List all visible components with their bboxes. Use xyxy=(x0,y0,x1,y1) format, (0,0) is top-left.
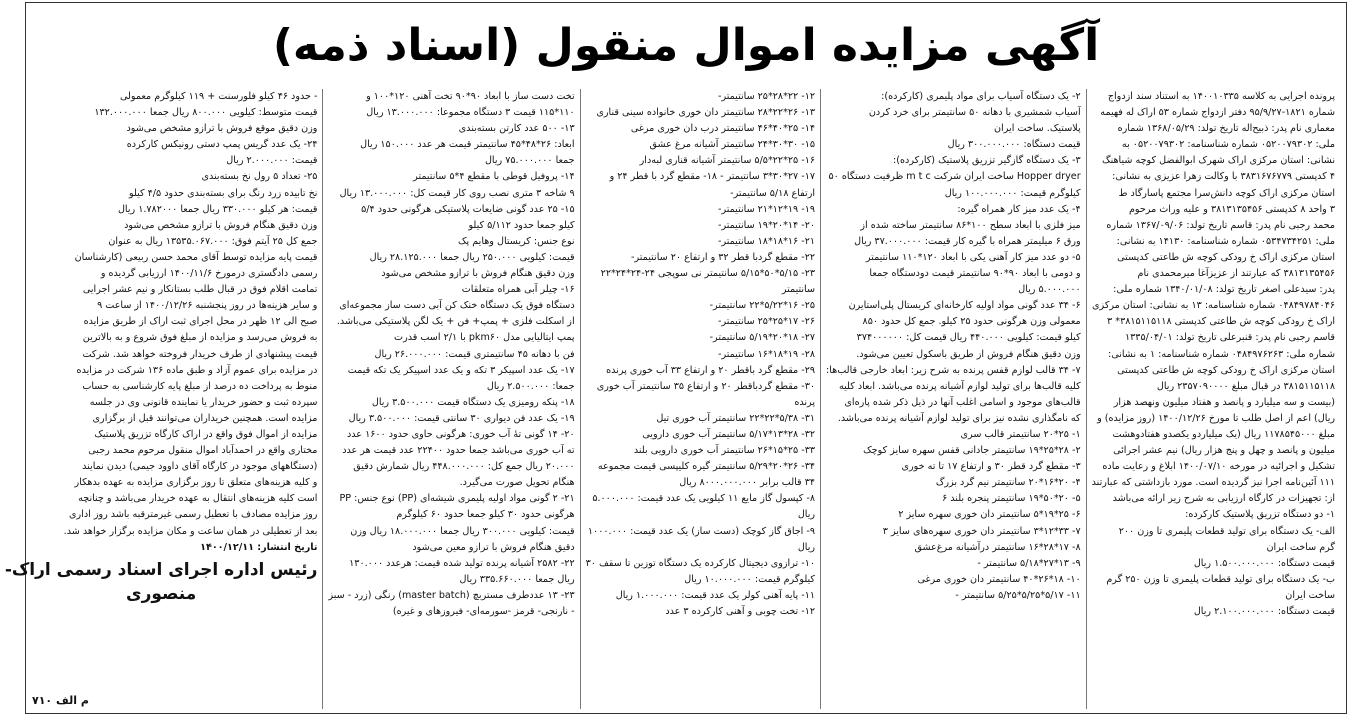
notice-line: ۱۵- ۳۰*۳۰*۲۴ سانتیمتر آشیانه مرغ عشق xyxy=(649,139,816,151)
notice-line: قیمت پایه مزایده توسط آقای محمد حسن ربیعی (کارشناسان xyxy=(74,251,318,263)
notice-line: ۱۸- پنکه رومیزی یک دستگاه قیمت ۳.۵۰۰.۰۰۰ ریال xyxy=(371,396,575,408)
notice-line: کلیه قالب‌ها برای تولید لوازم آشیانه پرنده می‌باشد. ابعاد کلیه xyxy=(839,380,1081,392)
notice-line: کیلو جمعا حدود ۵/۱۱۲ کیلو xyxy=(468,219,575,231)
column-1 xyxy=(1086,89,1340,709)
notice-line: کیلوگرم قیمت: ۱۰.۰۰۰.۰۰۰ ریال xyxy=(684,573,816,585)
notice-line: ملی: ۰۵۲۰۰۷۹۳۰۲ شماره شناسنامه: ۰۵۲۰۰۷۹۳۰۲ به xyxy=(1121,139,1335,151)
notice-line: معماری نام پدر: ذبیح‌اله تاریخ تولد: ۱۳۶۸/۰۵/۲۹ شماره xyxy=(1117,123,1335,135)
notice-line: ۳۸۱۳۱۳۵۴۵۶ که عبارتند از عزیزآغا میرمحمدی نام xyxy=(1137,268,1335,280)
notice-line: سپرده ثبت و حضور خریدار یا نماینده قانونی وی در جلسه xyxy=(89,396,318,408)
notice-line: آسیاب شمشیری با دهانه ۵۰ سانتیمتر برای خرد کردن xyxy=(868,107,1081,119)
notice-line: ۱- دو دستگاه تزریق پلاستیک کارکرده: xyxy=(1185,509,1335,521)
notice-line: Hopper dryer ساخت ایران شرکت m t c ظرفیت دستگاه ۵۰ xyxy=(828,171,1081,183)
notice-line: - نارنجی- قرمز -سورمه‌ای- فیروزهای و غیره) xyxy=(392,606,575,617)
notice-line: کیلوگرم قیمت: ۱۰۰.۰۰۰.۰۰۰ ریال xyxy=(944,187,1081,199)
notice-line: ۳۴- ۲۶*۲۰*۵/۲۹ سانتیمتر گیره کلیپسی قیمت مجموعه xyxy=(597,461,816,473)
notice-line: فن با دهانه ۴۵ سانتیمتری قیمت: ۲۶.۰۰۰.۰۰۰ ریال xyxy=(374,348,575,360)
notice-line: به فروش می‌رسد و مزایده از مبلغ فوق شروع و به بالاترین xyxy=(82,332,318,344)
notice-line: قیمت: کیلویی ۲۵۰.۰۰۰ ریال جمعا ۲۸.۱۲۵.۰۰۰ ریال xyxy=(369,251,575,263)
notice-line: دقیق هنگام فروش با ترازو معین می‌شود xyxy=(412,541,575,553)
notice-line: (بیست و سه میلیارد و پانصد و هفتاد میلیون ونهصد هزار xyxy=(1113,396,1335,408)
notice-line: ۰۴۸۴۹۷۸۴۰۴۶ شماره شناسنامه: ۱۳ به نشانی: استان مرکزی xyxy=(1092,300,1335,312)
notice-line: و کلیه هزینه‌های متعلق تا روز برگزاری مزایده به عهده بدهکار xyxy=(74,477,318,489)
notice-line: ۲۸- ۱۹*۱۸*۱۶ سانتیمتر- xyxy=(717,348,816,360)
notice-line: تخت دست ساز با ابعاد ۹۰*۹۰ تخت آهنی ۱۲۰*۱۰۰ و xyxy=(366,91,575,102)
notice-line: ۲۱- ۲ گونی مواد اولیه پلیمری شیشه‌ای (PP) نوع جنس: PP xyxy=(339,493,575,505)
notice-line: صبح الی ۱۲ ظهر در محل اجرای ثبت اراک از طریق مزایده xyxy=(83,316,318,328)
notice-line: پمپ ایتالیایی مدل pkm۶۰ با ۲/۱ اسب قدرت xyxy=(394,332,575,344)
notice-body xyxy=(4,89,1340,709)
notice-line: ۲۰- ۱۴ گونی تهٔ آب خوری: هرگونی حاوی حدود ۱۶۰۰ عدد xyxy=(346,428,575,440)
notice-line: ۴- یک عدد میز کار همراه گیره: xyxy=(957,203,1081,215)
notice-line: تاریخ انتشار: ۱۴۰۰/۱۲/۱۱ xyxy=(200,541,318,553)
notice-line: ۱۴- ۲۵*۴۰*۴۶ سانتیمتر درب دان خوری مرغی xyxy=(630,123,816,135)
notice-line: ۱۱۱ آئین‌نامه اجرا نیز گردیده است. مورد بازداشتی که عبارتند xyxy=(1091,477,1335,489)
notice-line: ۱۲- ۲۲*۲۸*۲۵ سانتیمتر- xyxy=(717,91,816,102)
notice-code: م الف ۷۱۰ xyxy=(32,694,89,707)
notice-line: ۳۸۱۵۱۱۵۱۱۸ در قبال مبلغ ۲۳۵۷۰۹۰۰۰۰ ریال xyxy=(1156,380,1335,392)
notice-title: آگهی مزایده اموال منقول (اسناد ذمه) xyxy=(272,19,1100,71)
column-3 xyxy=(580,89,820,709)
column-5 xyxy=(0,89,322,709)
notice-line: ۳ واحد ۸ کدپستی ۳۸۱۳۱۳۵۴۵۶ و علیه وراث مرحوم xyxy=(1128,203,1335,215)
signature-title: رئیس اداره اجرای اسناد رسمی اراک- xyxy=(4,559,318,580)
notice-line: ۱۶- چیلر آبی همراه متعلقات xyxy=(461,284,575,296)
notice-line: وزن دقیق هنگام فروش با ترازو مشخص می‌شود xyxy=(124,219,318,231)
notice-line: روز مزایده مصادف با تعطیل رسمی غیرمترقبه باشد روز اداری xyxy=(69,509,318,521)
notice-line: ۶- ۲۵*۱۹*۵ سانتیمتر دان خوری سهره سایز ۲ xyxy=(898,509,1081,521)
notice-line: شماره ملی: ۰۴۸۴۹۷۶۲۶۳ شماره شناسنامه: ۱ به نشانی: xyxy=(1107,348,1335,360)
notice-line: قیمت متوسط: کیلویی ۸۰۰.۰۰۰ ریال جمعا ۱۳۲.۰۰۰.۰۰۰ xyxy=(94,107,318,119)
notice-line: ۸- ۱۷*۲۸*۱۶ سانتیمتر درآشیانه مرغ‌عشق xyxy=(914,541,1081,553)
notice-line: نخ تابیده زرد رنگ برای بسته‌بندی حدود ۴/۵ کیلو xyxy=(128,187,318,199)
notice-line: (دستگاههای موجود در کارگاه آقای داوود جیمی) دیدن نمایند xyxy=(82,461,318,473)
notice-line: ۱۹- یک عدد فن دیواری ۳۰ سانتی قیمت: ۳.۵۰۰.۰۰۰ ریال xyxy=(348,412,575,424)
notice-line: ۵.۰۰۰.۰۰۰ ریال xyxy=(1018,284,1081,296)
notice-line: پلاستیک. ساخت ایران xyxy=(994,123,1081,135)
notice-line: مبلغ ۱۱۷۸۵۴۵۰۰۰ ریال (یک میلیاردو یکصدو هفتادوهشت xyxy=(1112,428,1335,440)
notice-line: ۱۵- ۲۵ عدد گونی ضایعات پلاستیکی هرگونی حدود ۵/۴ xyxy=(361,203,575,215)
notice-line: استان مرکزی اراک خ رودکی کوچه ش طاعتی کدپستی xyxy=(1117,251,1335,263)
notice-line: نشانی: استان مرکزی اراک شهرک ابوالفضل کوچه شیاهنگ xyxy=(1102,155,1335,167)
notice-line: ب- یک دستگاه برای تولید قطعات پلیمری تا وزن ۲۵۰ گرم xyxy=(1106,573,1335,585)
notice-line: کیلو قیمت: کیلویی ۴۴۰.۰۰۰ ریال قیمت کل: ۳۷۴۰۰۰۰۰۰ xyxy=(856,332,1081,344)
notice-line: ۳۳- ۲۵*۱۵*۲۶ سانتیمتر آب خوری دارویی بلند xyxy=(633,445,816,457)
column-2 xyxy=(820,89,1086,709)
notice-line: هنگام تحویل صورت می‌گیرد. xyxy=(459,477,575,489)
notice-line: ۱۶- ۲۵*۲۲*۵/۵ سانتیمتر آشیانه قناری لبه‌دار xyxy=(639,155,816,167)
notice-line: ۲۳- ۵/۱۵*۵۰*۵/۱۵ سانتیمتر نی سوپجی ۲۴-۲۴*۲۴*۲۲ xyxy=(600,268,816,280)
notice-line: ۲۵- تعداد ۵ رول نخ بسته‌بندی xyxy=(201,171,318,183)
notice-line: ۱- ۲۵*۲۰ سانتیمتر قالب سری xyxy=(960,428,1081,440)
notice-line: جمع کل ۲۵ آیتم فوق: ۱۳۵۳۵.۰۶۷.۰۰۰ ریال به عنوان xyxy=(108,235,318,247)
notice-line: ۱۷- یک عدد اسپیکر ۳ تکه و یک عدد اسپیکر یک تکه قیمت xyxy=(347,364,575,376)
notice-line: ۲۵- ۱۶*۵/۲۲*۲۲ سانتیمتر- xyxy=(709,300,816,312)
notice-line: هرگونی حدود ۳۰ کیلو جمعا حدود ۶۰ کیلوگرم xyxy=(396,509,575,521)
notice-line: ۲- یک دستگاه آسیاب برای مواد پلیمری (کارکرده): xyxy=(881,91,1081,102)
column-4 xyxy=(322,89,579,709)
notice-line: ۲۱- ۱۶*۱۸*۱۸ سانتیمتر- xyxy=(717,235,816,247)
signature-name: منصوری xyxy=(126,583,197,604)
notice-line: پرنده xyxy=(794,396,816,408)
notice-line: ۵- ۲۰*۵۰*۱۹ سانتیمتر پنجره بلند ۶ xyxy=(942,493,1081,505)
notice-line: محمد رجبی نام پدر: قاسم تاریخ تولد: ۱۳۶۷/۰۹/۰۶ شماره xyxy=(1106,219,1335,231)
notice-line: ۷- ۳۳*۱۲*۳ سانتیمتر دان خوری سهره‌های سایز ۳ xyxy=(882,525,1081,537)
notice-line: اراک خ رودکی کوچه ش طاعتی کدپستی ۳۸۱۵۱۱۵۱۱۸* ۳ xyxy=(1107,316,1335,328)
notice-line: ۲۹- مقطع گرد باقطر ۲۰ و ارتفاع ۳۳ آب خوری پرنده xyxy=(606,364,816,376)
notice-line: ۱۲- تخت چوبی و آهنی کارکرده ۳ عدد xyxy=(665,606,816,617)
notice-line: و دومی با ابعاد ۹۰*۹۰ سانتیمتر قیمت دودستگاه جمعا xyxy=(869,268,1081,280)
notice-line: پرونده اجرایی به کلاسه ۱۴۰۰۱۰۳۳۵ به استناد سند ازدواج xyxy=(1107,91,1335,102)
notice-line: و سایر هزینه‌ها در روز پنجشنبه ۱۴۰۰/۱۲/۲۶ از ساعت ۹ xyxy=(97,300,318,312)
notice-line: قیمت: هر کیلو ۳۳۰.۰۰۰ ریال جمعا ۱.۷۸۲۰۰۰ ریال xyxy=(117,203,318,215)
notice-line: است کلیه هزینه‌های انتقال به عهده خریدار می‌باشد و چنانچه xyxy=(78,493,318,505)
notice-line: مزایده از اموال فوق واقع در اراک کارگاه تزریق پلاستیک xyxy=(94,428,318,440)
notice-line: ۱۷- ۲۷*۳۰*۳ سانتیمتر - ۱۸- مقطع گرد با قطر ۲۴ و xyxy=(609,171,816,183)
notice-line: سانتیمتر xyxy=(781,284,816,296)
notice-line: ۲۶- ۱۷*۲۵*۲۵ سانتیمتر- xyxy=(717,316,816,328)
notice-line: ۱۱- ۵/۱۷*۵/۲۵*۵/۲۵ سانتیمتر - xyxy=(955,589,1081,601)
notice-line: استان مرکزی اراک کوچه دانش‌سرا مجتمع پاسارگاد ط xyxy=(1118,187,1335,199)
notice-line: ۱۹- ۱۹*۱۲*۲۱ سانتیمتر- xyxy=(717,203,816,215)
notice-line: وزن دقیق هنگام فروش از طریق باسکول تعیین می‌شود. xyxy=(856,348,1081,360)
notice-line: تمامت اقلام فوق در قبال طلب بستانکار و نیم عشر اجرایی xyxy=(82,284,318,296)
notice-line: میز فلزی با ابعاد سطح ۱۰۰*۸۶ سانتیمتر ساخته شده از xyxy=(860,219,1081,231)
notice-line: ابعاد: ۲۶*۴۸*۴۵ سانتیمتر قیمت هر عدد ۱۵۰.۰۰۰ ریال xyxy=(360,139,575,151)
notice-line: قیمت: کیلویی ۳۰۰.۰۰۰ ریال جمعا ۱۸.۰۰۰.۰۰۰ ریال وزن xyxy=(350,525,575,537)
notice-line: ۲۰.۰۰۰ ریال جمع کل: ۴۴۸.۰۰۰.۰۰۰ ریال شمارش دقیق xyxy=(353,461,575,473)
notice-line: قیمت دستگاه: ۲.۱۰۰.۰۰۰.۰۰۰ ریال xyxy=(1193,606,1335,617)
notice-line: قیمت دستگاه: ۱.۵۰۰.۰۰۰.۰۰۰ ریال xyxy=(1193,557,1335,569)
notice-line: ۳۱- ۵/۳۸*۲۲*۲۲ سانتیمتر آب خوری تیل xyxy=(656,412,816,424)
notice-line: ته آب خوری می‌باشد جمعا حدود ۲۲۴۰۰ عدد قیمت هر عدد xyxy=(342,445,575,457)
notice-line: قالب‌های موجود و اسامی اغلب آنها در ذیل ذکر شده پاره‌ای xyxy=(844,396,1081,408)
notice-line: ۱۱۰*۱۱۵ قیمت ۳ دستگاه مجموعا: ۱۳.۰۰۰.۰۰۰ ریال xyxy=(366,107,575,119)
notice-line: ۱۰- ۱۸*۲۶*۴۰ سانتیمتر دان خوری مرغی xyxy=(917,573,1081,585)
notice-line: ۳۰- مقطع گردباقطر ۲۰ و ارتفاع ۳۵ سانتیمتر آب خوری xyxy=(596,380,816,392)
notice-line: ۲۰- ۱۴*۲۰*۱۹ سانتیمتر- xyxy=(717,219,816,231)
notice-line: ۳۲- ۲۸*۱۳*۵/۱۷ سانتیمتر آب خوری دارویی xyxy=(642,428,816,440)
notice-line: قاسم رجبی نام پدر: قنبرعلی تاریخ تولد: ۱۳۳۵/۰۴/۰۱ xyxy=(1124,332,1335,344)
notice-line: ملی: ۰۵۳۴۷۳۴۲۵۱ شماره شناسنامه: ۱۴۱۳۰ به نشانی: xyxy=(1116,235,1335,247)
signature-block xyxy=(5,558,318,606)
notice-line: ۲۲- ۲۵۸۲ آشیانه پرنده تولید شده قیمت: هرعدد ۱۳۰.۰۰۰ xyxy=(349,557,575,569)
notice-line: در مزایده برای عموم آزاد و طبق ماده ۱۳۶ شرکت در مزایده xyxy=(76,364,318,376)
notice-line: جمعا: ۲.۵۰۰.۰۰۰ ریال xyxy=(486,380,575,392)
notice-line: ۸- کپسول گاز مایع ۱۱ کیلویی یک عدد قیمت: ۵.۰۰۰.۰۰۰ xyxy=(592,493,816,505)
notice-line: ۷- ۳۴ قالب لوازم قفس پرنده به شرح زیر: ابعاد خارجی قالب‌ها: xyxy=(826,364,1081,376)
notice-line: جمعا ۷۵.۰۰۰.۰۰۰ ریال xyxy=(484,155,575,167)
notice-line: پدر: سیدعلی اصغر تاریخ تولد: ۱۳۴۰/۰۱/۰۸ شماره ملی: xyxy=(1113,284,1335,296)
notice-line: ۲۴- یک عدد گریس پمپ دستی رونیکس کارکرده xyxy=(126,139,318,151)
notice-line: مزایده است. همچنین خریداران می‌توانند قبل از برگزاری xyxy=(92,412,318,424)
notice-line: قیمت پیشنهادی از طرف خریدار فروخته خواهد شد. شرکت xyxy=(82,348,318,360)
notice-line: ۳۴ قالب برابر ۸۰۰۰.۰۰۰.۰۰۰ ریال xyxy=(679,477,816,489)
notice-line: معمولی وزن هرگونی حدود ۲۵ کیلو. جمع کل حدود ۸۵۰ xyxy=(862,316,1081,328)
notice-line: ۱۰- ترازوی دیجیتال کارکرده یک دستگاه توزین تا سقف ۳۰ xyxy=(585,557,816,569)
notice-line: نوع جنس: کریستال وهایم پک xyxy=(457,235,575,247)
notice-line: ۳- یک دستگاه گازگیر تزریق پلاستیک (کارکرده): xyxy=(893,155,1081,167)
notice-line: بعد از تعطیلی در همان ساعت و مکان مزایده برگزار خواهد شد. xyxy=(63,525,318,537)
notice-line: ساخت ایران xyxy=(1285,589,1335,601)
notice-line: رسمی دادگستری درمورخ ۱۴۰۰/۱۱/۶ ارزیابی گردیده و xyxy=(100,268,318,280)
notice-line: وزن دقیق موقع فروش با ترازو مشخص می‌شود xyxy=(126,123,318,135)
notice-line: مختاری واقع در احمدآباد اموال منقول مرحوم محمد رجبی xyxy=(88,445,318,457)
notice-line: میلیون و پانصد و چهل و پنج هزار ریال) نیم عشر اجرائی xyxy=(1113,445,1335,457)
notice-line: ۹- اجاق گاز کوچک (دست ساز) یک عدد قیمت: ۱۰۰۰.۰۰۰ xyxy=(587,525,816,537)
notice-line: ریال) اعم از اصل طلب تا مورخ ۱۴۰۰/۱۲/۲۶ (روز مزایده) و xyxy=(1097,412,1335,424)
notice-line: تشکیل و اجرائیه در مورخه ۱۴۰۰/۰۷/۱۰ ابلاغ و رعایت ماده xyxy=(1102,461,1335,473)
notice-header xyxy=(26,3,1346,87)
notice-line: ۶- ۳۴ عدد گونی مواد اولیه کارخانه‌ای کریستال پلی‌استایرن xyxy=(848,300,1081,312)
notice-line: گرم ساخت ایران xyxy=(1266,541,1335,553)
notice-line: از اسکلت فلزی + پمپ+ فن + یک لگن پلاستیکی می‌باشد. xyxy=(336,316,575,328)
notice-line: الف- یک دستگاه برای تولید قطعات پلیمری تا وزن ۲۰۰ xyxy=(1118,525,1335,537)
notice-line: شماره ۱۸۲۱-۹۵/۹/۲۷ دفتر ازدواج شماره ۵۳ اراک له فهیمه xyxy=(1100,107,1335,119)
notice-line: ۲- ۲۸*۲۵*۱۹ سانتیمتر جادانی قفس سهره سایز کوچک xyxy=(863,445,1081,457)
notice-line: ۱۳- ۵۰۰ عدد کارتن بسته‌بندی xyxy=(458,123,575,135)
notice-line: ۲۳- ۱۳ عددطرف مستربچ (master batch) رنگی (زرد - سبز xyxy=(328,589,575,601)
notice-line: ریال جمعا ۳۳۵.۶۶۰.۰۰۰ ریال xyxy=(459,573,575,585)
notice-line: ۱۴- پروفیل قوطی با مقطع ۴*۵ سانتیمتر xyxy=(413,171,575,183)
notice-line: ۲۷- ۱۸*۲۰*۵/۱۹ سانتیمتر- xyxy=(709,332,816,344)
notice-line: ۴ کدپستی ۳۸۳۱۶۷۶۷۷۹ با وکالت زهرا عزیزی به نشانی: xyxy=(1112,171,1335,183)
notice-line: از: تجهیزات در کارگاه ارزیابی به شرح زیر ارائه می‌باشد xyxy=(1112,493,1335,505)
notice-line: - حدود ۴۶ کیلو فلورسنت + ۱۱۹ کیلوگرم معمولی xyxy=(119,91,318,102)
notice-line: استان مرکزی اراک خ رودکی کوچه ش طاعتی کدپستی xyxy=(1117,364,1335,376)
notice-line: ۴- ۲۰*۱۶*۲۰ سانتیمتر نیم گرد بزرگ xyxy=(935,477,1081,489)
notice-line: ارتفاع ۵/۱۸ سانتیمتر- xyxy=(730,187,816,199)
notice-line: ریال xyxy=(797,509,816,521)
notice-line: ۹- ۱۳*۲۷*۵/۱۸ سانتیمتر - xyxy=(977,557,1081,569)
notice-line: وزن دقیق هنگام فروش با ترازو مشخص می‌شود xyxy=(381,268,575,280)
notice-line: ۱۳- ۲۶*۲۲*۲۸ سانتیمتر دان خوری خانواده سینی قناری xyxy=(596,107,816,119)
notice-line: قیمت: ۲.۰۰۰.۰۰۰ ریال xyxy=(226,155,318,167)
notice-line: ۹ شاخه ۳ متری نصب روی کار قیمت کل: ۱۳.۰۰۰.۰۰۰ ریال xyxy=(339,187,575,199)
notice-line: ورق ۶ میلیمتر همراه با گیره کار قیمت: ۳۷.۰۰۰.۰۰۰ ریال xyxy=(854,235,1081,247)
notice-line: ۲۲- مقطع گردبا قطر ۳۲ و ارتفاع ۲۰ سانتیمتر- xyxy=(631,251,816,263)
notice-line: دستگاه فوق یک دستگاه خنک کن آبی دست ساز مجموعه‌ای xyxy=(339,300,575,312)
notice-line: ۱۱- پایه آهنی کولر یک عدد قیمت: ۱.۰۰۰.۰۰۰ ریال xyxy=(615,589,816,601)
notice-line: منوط به پرداخت ده درصد از مبلغ پایه کارشناسی به حساب xyxy=(82,380,318,392)
notice-line: ۵- دو عدد میز کار آهنی یکی با ابعاد ۱۲۰*۱۱۰ سانتیمتر xyxy=(865,251,1081,263)
notice-line: ۳- مقطع گرد قطر ۳۰ و ارتفاع ۱۷ تا ته خوری xyxy=(901,461,1081,473)
notice-line: قیمت دستگاه: ۳۰۰.۰۰۰.۰۰۰ ریال xyxy=(947,139,1081,151)
notice-line: ریال xyxy=(797,541,816,553)
auction-notice xyxy=(4,2,1347,714)
notice-line: که نامگذاری نشده نیز برای تولید لوازم آشیانه پرنده می‌باشد. xyxy=(837,412,1081,424)
